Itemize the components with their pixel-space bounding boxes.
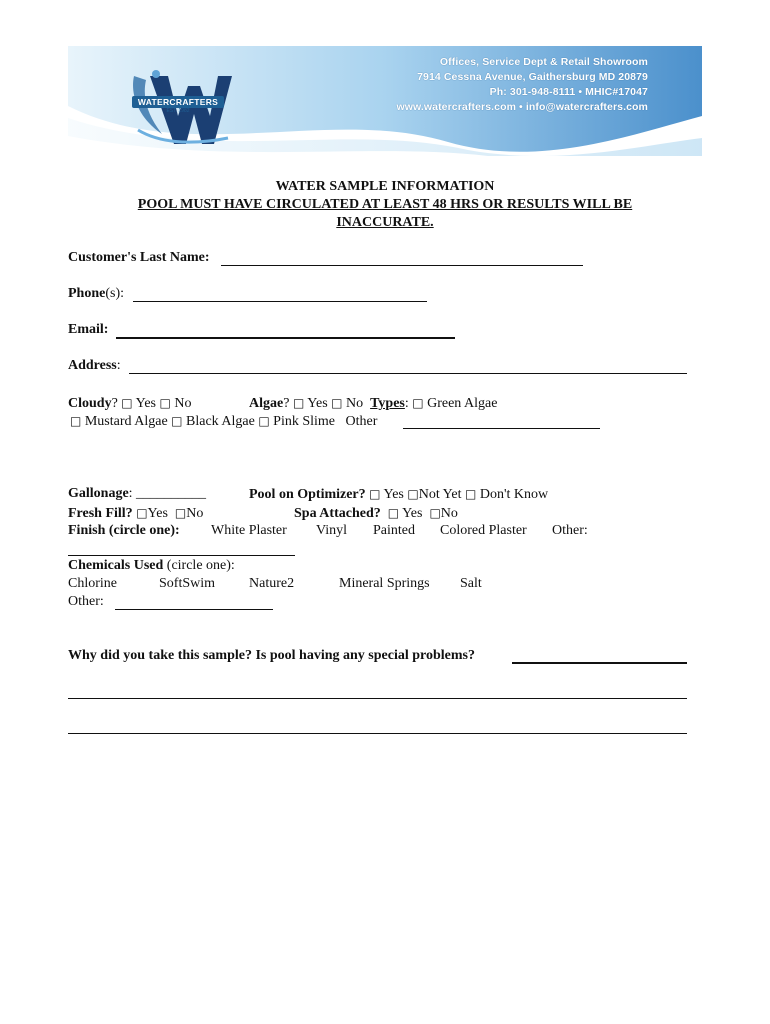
- chemicals-other-label: Other:: [68, 594, 104, 609]
- email-field[interactable]: [116, 337, 455, 339]
- last-name-field[interactable]: [221, 265, 583, 266]
- warning-line-1: POOL MUST HAVE CIRCULATED AT LEAST 48 HRS OR RESULTS WILL BE: [137, 197, 633, 212]
- finish-label: Finish (circle one):: [68, 523, 180, 538]
- optimizer-question: Pool on Optimizer? □ Yes □Not Yet □ Don't Know: [249, 487, 549, 502]
- finish-option-painted[interactable]: Painted: [373, 523, 415, 538]
- algae-other-field[interactable]: [403, 428, 600, 429]
- optimizer-dontknow-checkbox[interactable]: □: [465, 487, 477, 501]
- finish-option-vinyl[interactable]: Vinyl: [316, 523, 348, 538]
- types-label: Types: [370, 396, 405, 411]
- spa-question: Spa Attached? □ Yes □No: [294, 506, 458, 521]
- address-field[interactable]: [129, 373, 687, 374]
- finish-other-field[interactable]: [68, 555, 295, 556]
- green-algae-checkbox[interactable]: □: [412, 396, 424, 410]
- cloudy-no-checkbox[interactable]: □: [159, 396, 171, 410]
- cloudy-question: Cloudy? □ Yes □ No: [68, 396, 192, 411]
- finish-option-colored-plaster[interactable]: Colored Plaster: [440, 523, 527, 538]
- logo-badge: WATERCRAFTERS: [132, 96, 224, 108]
- email-label: Email:: [68, 322, 109, 337]
- contact-line-phone: Ph: 301-948-8111 • MHIC#17047: [489, 86, 648, 98]
- algae-yes-checkbox[interactable]: □: [292, 396, 305, 410]
- contact-line-web: www.watercrafters.com • info@watercrafters.com: [396, 101, 648, 113]
- spa-yes-checkbox[interactable]: □: [387, 506, 400, 520]
- contact-line-address: 7914 Cessna Avenue, Gaithersburg MD 20879: [417, 71, 648, 83]
- fresh-fill-yes-checkbox[interactable]: □: [136, 506, 148, 520]
- logo-est-text: EST. 1982: [166, 108, 190, 114]
- contact-line-offices: Offices, Service Dept & Retail Showroom: [439, 56, 648, 68]
- problems-field-1[interactable]: [512, 662, 687, 664]
- fresh-fill-no-checkbox[interactable]: □: [174, 506, 187, 520]
- algae-no-checkbox[interactable]: □: [331, 396, 343, 410]
- header-banner: [68, 46, 702, 156]
- chemical-option-softswim[interactable]: SoftSwim: [159, 576, 216, 591]
- problems-field-3[interactable]: [68, 733, 687, 734]
- contact-info: [68, 46, 702, 156]
- form-title: WATER SAMPLE INFORMATION: [275, 179, 495, 194]
- phone-label: Phone(s):: [68, 286, 125, 301]
- problems-field-2[interactable]: [68, 698, 687, 699]
- optimizer-yes-checkbox[interactable]: □: [369, 487, 381, 501]
- chemical-option-salt[interactable]: Salt: [460, 576, 482, 591]
- algae-types-row: □ Mustard Algae □ Black Algae □ Pink Slime Other: [70, 414, 378, 429]
- chemicals-label: Chemicals Used (circle one):: [68, 558, 235, 573]
- black-algae-checkbox[interactable]: □: [171, 414, 183, 428]
- chemical-option-nature2[interactable]: Nature2: [249, 576, 295, 591]
- pink-slime-checkbox[interactable]: □: [258, 414, 270, 428]
- optimizer-notyet-checkbox[interactable]: □: [407, 487, 419, 501]
- last-name-label: Customer's Last Name:: [68, 250, 210, 265]
- finish-option-other[interactable]: Other:: [552, 523, 588, 538]
- chemicals-other-field[interactable]: [115, 609, 273, 610]
- gallonage-label: Gallonage: __________: [68, 486, 207, 501]
- address-label: Address:: [68, 358, 121, 373]
- chemical-option-chlorine[interactable]: Chlorine: [68, 576, 117, 591]
- fresh-fill-question: Fresh Fill? □Yes □No: [68, 506, 204, 521]
- phone-field[interactable]: [133, 301, 427, 302]
- problems-question: Why did you take this sample? Is pool having any special problems?: [68, 648, 475, 663]
- finish-option-white-plaster[interactable]: White Plaster: [211, 523, 287, 538]
- warning-line-2: INACCURATE.: [336, 215, 434, 230]
- mustard-algae-checkbox[interactable]: □: [70, 414, 82, 428]
- spa-no-checkbox[interactable]: □: [429, 506, 441, 520]
- cloudy-yes-checkbox[interactable]: □: [121, 396, 133, 410]
- chemical-option-mineral-springs[interactable]: Mineral Springs: [339, 576, 430, 591]
- algae-question: Algae? □ Yes □ No Types: □ Green Algae: [249, 396, 498, 411]
